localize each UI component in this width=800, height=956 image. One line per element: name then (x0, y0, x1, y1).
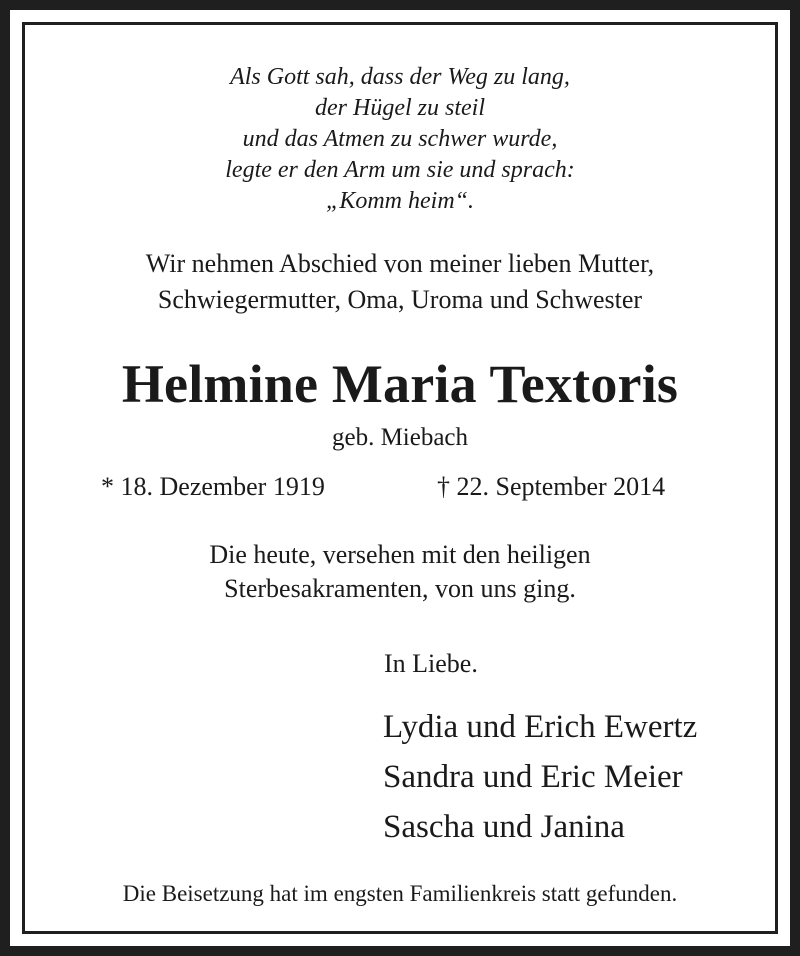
farewell-intro (22, 246, 778, 318)
poem-line: „Komm heim“. (325, 188, 475, 214)
birth-name: geb. Miebach (331, 424, 469, 451)
intro-line: Schwiegermutter, Oma, Uroma und Schwester (157, 285, 643, 314)
obituary-panel (10, 10, 790, 946)
death-date: † 22. September 2014 (437, 472, 666, 501)
signer: Sandra und Eric Meier (383, 759, 683, 795)
signer: Lydia und Erich Ewertz (383, 709, 698, 745)
signers-list (383, 702, 697, 852)
obituary-content (22, 22, 778, 934)
poem-line: Als Gott sah, dass der Weg zu lang, (230, 64, 570, 90)
passing-line: Die heute, versehen mit den heiligen (209, 540, 591, 569)
passing-text (22, 538, 778, 606)
poem-line: legte er den Arm um sie und sprach: (225, 157, 575, 183)
closing-phrase: In Liebe. (384, 649, 478, 678)
poem-line: und das Atmen zu schwer wurde, (242, 126, 558, 152)
signer: Sascha und Janina (383, 809, 625, 845)
birth-date: * 18. Dezember 1919 (101, 472, 325, 501)
deceased-name: Helmine Maria Textoris (121, 354, 679, 414)
poem-line: der Hügel zu steil (315, 95, 485, 121)
funeral-note: Die Beisetzung hat im engsten Familienkreis statt gefunden. (122, 881, 678, 906)
intro-line: Wir nehmen Abschied von meiner lieben Mutter, (145, 249, 655, 278)
poem (22, 62, 778, 217)
passing-line: Sterbesakramenten, von uns ging. (224, 574, 576, 603)
